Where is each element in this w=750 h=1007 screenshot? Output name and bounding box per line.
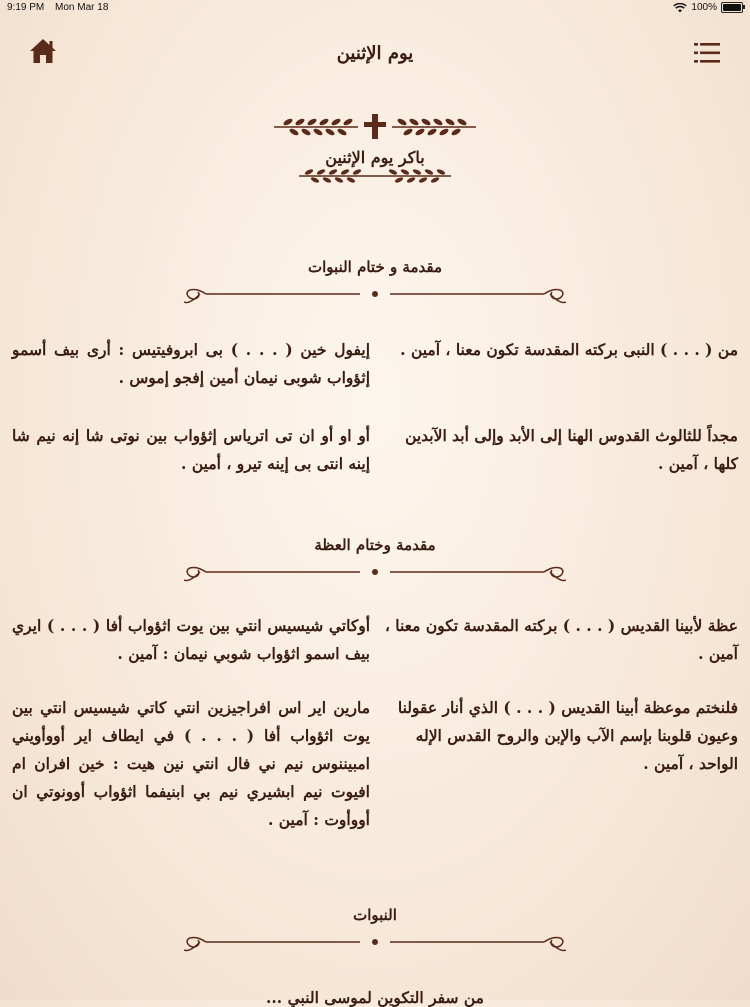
partial-reading-title: من سفر التكوين لموسى النبي ... (266, 988, 484, 1007)
arabic-text: فلنختم موعظة أبينا القديس ( . . . ) الذي أنار عقولنا وعيون قلوبنا بإسم الآب والإبن والروح القدس الإله الواحد ، آمين . (397, 698, 738, 773)
menu-button[interactable] (694, 40, 722, 66)
section-prophecies (0, 906, 750, 954)
status-bar (0, 0, 750, 18)
day-title: باكر يوم الإثنين (325, 148, 425, 167)
status-right (673, 2, 743, 13)
day-header (0, 112, 750, 189)
section-homily-intro (0, 536, 750, 584)
section-title: النبوات (353, 906, 397, 924)
nav-title: يوم الإثنين (336, 43, 414, 64)
cross-wreath-icon (270, 112, 480, 140)
arabic-text: من ( . . . ) النبى بركته المقدسة تكون معنا ، آمين . (400, 340, 738, 359)
nav-bar (0, 18, 750, 88)
flourish-divider-icon (180, 560, 570, 584)
coptic-text: مارين اير اس افراجيزين انتي كاتي شيسيس انتي بين يوت اثؤواب أفا ( . . . ) في ايطاف اير أووأويني امبيننوس نيم ني فال انتي نين هيت : خين افران ام افيوت نيم ابشيري نيم بي ابنيفما اثؤواب أوونوتي ان أووأوت : آمين . (12, 698, 370, 829)
status-left (7, 2, 116, 13)
section-title: مقدمة وختام العظة (314, 536, 436, 554)
list-menu-icon (694, 40, 722, 66)
arabic-text: عظة لأبينا القديس ( . . . ) بركته المقدسة تكون معنا ، آمين . (384, 616, 738, 663)
coptic-text: أو او أو ان تى اترياس إثؤواب بين نوتى شا إنه نيم شا إينه انتى بى إينه تيرو ، أمين . (12, 426, 370, 473)
wreath-ornament-icon (295, 167, 455, 185)
flourish-divider-icon (180, 282, 570, 306)
arabic-text: مجداً للثالوث القدوس الهنا إلى الأبد وإلى أبد الآبدين كلها ، آمين . (405, 426, 738, 473)
wifi-icon (673, 3, 687, 13)
coptic-text: أوكاتي شيسيس انتي بين يوت اثؤواب أفا ( . . . ) ايري بيف اسمو اثؤواب شوبي نيمان : آمين . (12, 616, 370, 663)
coptic-text: إيفول خين ( . . . ) بى ابروفيتيس : أرى بيف أسمو إثؤواب شوبى نيمان أمين إفجو إموس . (12, 340, 370, 387)
section-prophecies-intro (0, 258, 750, 306)
status-date: Mon Mar 18 (55, 2, 109, 13)
battery-percent: 100% (691, 2, 717, 13)
section-title: مقدمة و ختام النبوات (308, 258, 442, 276)
flourish-divider-icon (180, 930, 570, 954)
battery-icon (721, 2, 743, 13)
status-time: 9:19 PM (7, 2, 45, 13)
